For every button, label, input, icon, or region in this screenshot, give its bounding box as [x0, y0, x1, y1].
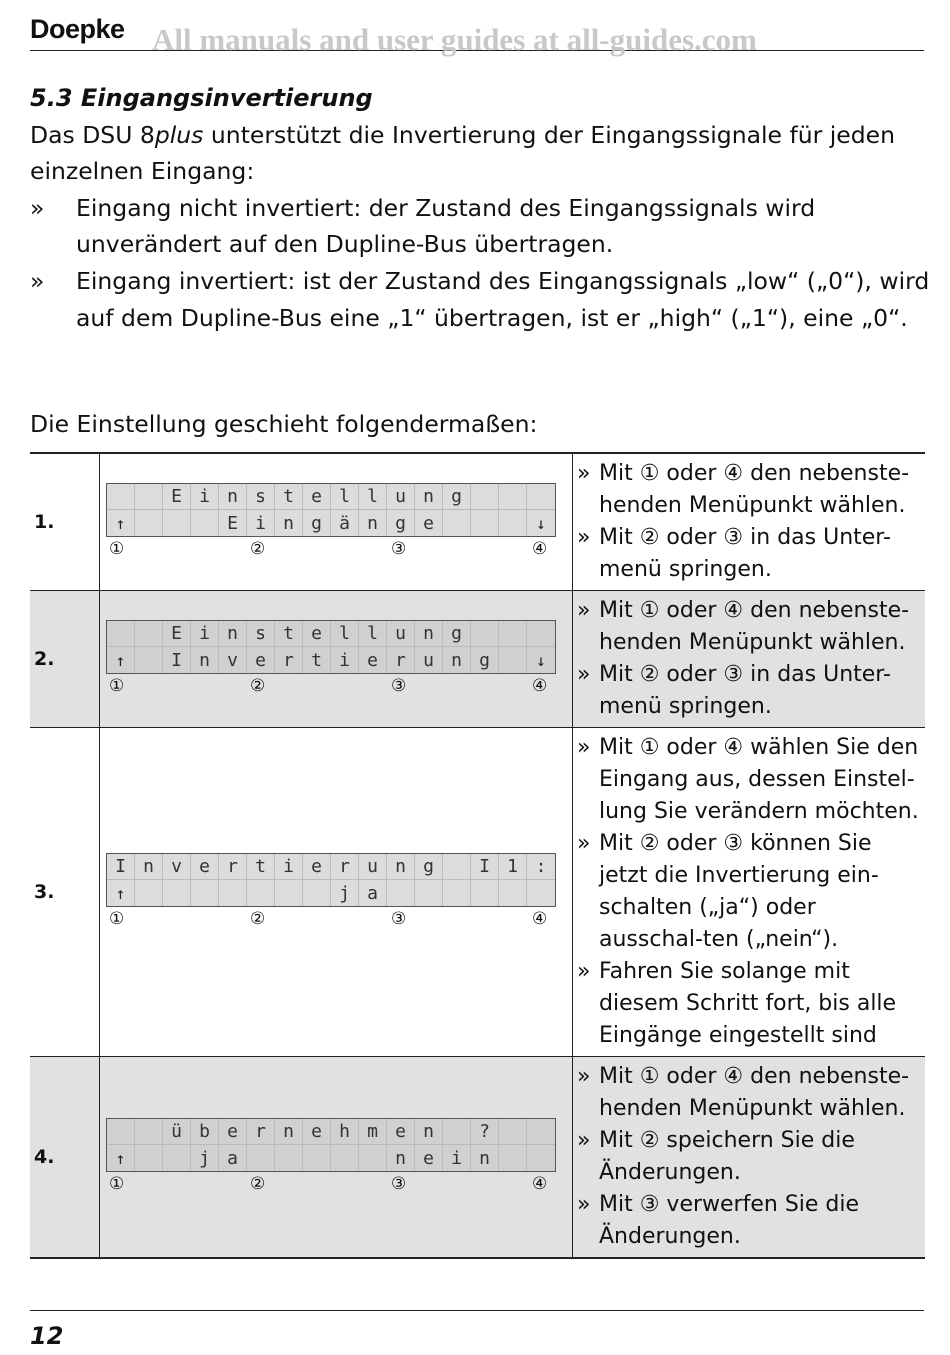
- lcd-char: n: [415, 484, 443, 510]
- lcd-char: v: [163, 854, 191, 880]
- lcd-char: [275, 880, 303, 906]
- lcd-char: r: [219, 854, 247, 880]
- lcd-char: n: [415, 1119, 443, 1145]
- lcd-char: [107, 1119, 135, 1145]
- lcd-display-cell: [100, 591, 573, 728]
- lcd-char: [303, 1145, 331, 1171]
- lcd-char: t: [275, 484, 303, 510]
- lcd-char: n: [219, 484, 247, 510]
- description-item: [577, 1061, 921, 1125]
- button-number-1: ①: [109, 909, 125, 929]
- lcd-char: [135, 647, 163, 673]
- lcd-char: u: [387, 621, 415, 647]
- lcd-char: i: [275, 854, 303, 880]
- lcd-char: [191, 510, 219, 536]
- lcd-char: [499, 647, 527, 673]
- lcd-screen: [106, 853, 556, 907]
- lcd-char: 1: [499, 854, 527, 880]
- lcd-char: [135, 484, 163, 510]
- lcd-display-cell: [100, 453, 573, 591]
- lcd-char: e: [303, 1119, 331, 1145]
- lcd-char: r: [247, 1119, 275, 1145]
- arrow-up-icon: ↑: [107, 647, 135, 673]
- lcd-screen: [106, 620, 556, 674]
- page-header: [30, 10, 924, 57]
- lcd-char: [359, 1145, 387, 1171]
- lcd-char: [443, 510, 471, 536]
- bullet-mark: »: [577, 598, 591, 623]
- lcd-char: n: [443, 647, 471, 673]
- lcd-char: [443, 854, 471, 880]
- lcd-char: m: [359, 1119, 387, 1145]
- button-number-4: ④: [532, 1174, 548, 1194]
- lcd-char: v: [219, 647, 247, 673]
- lcd-char: u: [387, 484, 415, 510]
- lcd-char: E: [219, 510, 247, 536]
- intro-text-end: unterstützt die Invertierung der Eingangssignale für jeden einzelnen Eingang:: [30, 120, 896, 186]
- description-item: [577, 956, 921, 1052]
- lcd-char: [191, 880, 219, 906]
- button-number-2: ②: [250, 539, 266, 559]
- lcd-char: [499, 510, 527, 536]
- lcd-char: u: [359, 854, 387, 880]
- lcd-char: ä: [331, 510, 359, 536]
- lcd-char: [387, 880, 415, 906]
- step-number: 3.: [30, 728, 100, 1057]
- button-number-1: ①: [109, 676, 125, 696]
- description-text: Fahren Sie solange mit diesem Schritt fort, bis alle Eingänge eingestellt sind: [599, 959, 897, 1048]
- lcd-char: [471, 880, 499, 906]
- bullet-mark: »: [577, 831, 591, 856]
- lcd-char: [219, 880, 247, 906]
- lcd-char: [135, 1119, 163, 1145]
- description-text: Mit ② oder ③ in das Unter-menü springen.: [599, 525, 891, 582]
- step-description: [573, 1057, 926, 1259]
- bullet-item: [30, 263, 930, 336]
- description-list: [577, 732, 921, 1052]
- step-row: [30, 1057, 925, 1259]
- lcd-char: [527, 880, 555, 906]
- lcd-char: I: [471, 854, 499, 880]
- description-text: Mit ① oder ④ wählen Sie den Eingang aus, dessen Einstel-lung Sie verändern möchten.: [599, 735, 919, 824]
- lcd-char: E: [163, 484, 191, 510]
- lcd-screen: [106, 1118, 556, 1172]
- arrow-down-icon: ↓: [527, 647, 555, 673]
- lcd-char: i: [247, 510, 275, 536]
- intro-text-em: plus: [154, 120, 204, 149]
- lcd-char: :: [527, 854, 555, 880]
- lcd-char: n: [275, 1119, 303, 1145]
- lcd-char: t: [303, 647, 331, 673]
- lcd-char: n: [191, 647, 219, 673]
- lcd-char: ü: [163, 1119, 191, 1145]
- button-number-2: ②: [250, 676, 266, 696]
- lcd-char: a: [219, 1145, 247, 1171]
- button-labels: [106, 1172, 556, 1196]
- lcd-char: e: [359, 647, 387, 673]
- lcd-char: e: [219, 1119, 247, 1145]
- lcd-char: g: [415, 854, 443, 880]
- arrow-up-icon: ↑: [107, 880, 135, 906]
- lcd-char: [163, 1145, 191, 1171]
- lcd-char: [471, 621, 499, 647]
- lcd-char: n: [415, 621, 443, 647]
- bullet-mark: »: [577, 1192, 591, 1217]
- description-item: [577, 732, 921, 828]
- description-text: Mit ① oder ④ den nebenste-henden Menüpunkt wählen.: [599, 1064, 910, 1121]
- lcd-char: e: [303, 621, 331, 647]
- lcd-char: n: [219, 621, 247, 647]
- lcd-char: [499, 621, 527, 647]
- bullet-list: [30, 190, 930, 336]
- lcd-char: [499, 1145, 527, 1171]
- lcd-display-cell: [100, 728, 573, 1057]
- description-text: Mit ③ verwerfen Sie die Änderungen.: [599, 1192, 860, 1249]
- lcd-char: [163, 510, 191, 536]
- lcd-char: i: [331, 647, 359, 673]
- section-body: [30, 80, 930, 336]
- lcd-char: j: [331, 880, 359, 906]
- lcd-display-cell: [100, 1057, 573, 1259]
- lcd-char: g: [443, 484, 471, 510]
- lcd-char: s: [247, 621, 275, 647]
- lcd-char: [331, 1145, 359, 1171]
- button-labels: [106, 907, 556, 931]
- lcd-char: e: [303, 484, 331, 510]
- description-text: Mit ② oder ③ in das Unter-menü springen.: [599, 662, 891, 719]
- description-item: [577, 1189, 921, 1253]
- footer-rule: [30, 1310, 924, 1311]
- bullet-item: [30, 190, 930, 263]
- lcd-char: [471, 484, 499, 510]
- lcd-char: s: [247, 484, 275, 510]
- step-description: [573, 728, 926, 1057]
- lcd-char: r: [331, 854, 359, 880]
- lcd-char: [107, 484, 135, 510]
- lcd-char: t: [275, 621, 303, 647]
- lcd-char: a: [359, 880, 387, 906]
- lcd-char: [471, 510, 499, 536]
- button-number-4: ④: [532, 676, 548, 696]
- lcd-char: [135, 1145, 163, 1171]
- lcd-char: [527, 484, 555, 510]
- lcd-char: ?: [471, 1119, 499, 1145]
- lcd-char: j: [191, 1145, 219, 1171]
- lcd-char: g: [387, 510, 415, 536]
- button-number-3: ③: [391, 676, 407, 696]
- lcd-char: [163, 880, 191, 906]
- step-row: [30, 591, 925, 728]
- lcd-char: [499, 484, 527, 510]
- lcd-char: l: [359, 621, 387, 647]
- intro-text-start: Das DSU 8: [30, 120, 155, 149]
- lcd-char: e: [387, 1119, 415, 1145]
- brand-logo: Doepke: [30, 14, 125, 44]
- description-item: [577, 595, 921, 659]
- arrow-up-icon: ↑: [107, 510, 135, 536]
- button-number-3: ③: [391, 1174, 407, 1194]
- lcd-char: n: [359, 510, 387, 536]
- bullet-text: Eingang invertiert: ist der Zustand des Eingangssignals „low“ („0“), wird auf dem Dupline-Bus eine „1“ übertragen, ist er „high“ („1“), eine „0“.: [76, 266, 930, 332]
- lcd-char: E: [163, 621, 191, 647]
- lcd-char: I: [107, 854, 135, 880]
- lcd-char: [527, 1119, 555, 1145]
- bullet-mark: »: [30, 266, 45, 295]
- bullet-mark: »: [577, 662, 591, 687]
- lcd-char: n: [275, 510, 303, 536]
- button-labels: [106, 537, 556, 561]
- lcd-char: e: [303, 854, 331, 880]
- button-labels: [106, 674, 556, 698]
- bullet-text: Eingang nicht invertiert: der Zustand des Eingangssignals wird unverändert auf den Dupline-Bus übertragen.: [76, 193, 816, 259]
- description-item: [577, 659, 921, 723]
- lcd-char: n: [387, 854, 415, 880]
- button-number-4: ④: [532, 909, 548, 929]
- step-row: [30, 728, 925, 1057]
- lcd-char: [247, 1145, 275, 1171]
- lcd-char: i: [191, 484, 219, 510]
- lcd-char: [527, 1145, 555, 1171]
- lcd-char: [135, 621, 163, 647]
- lcd-char: [499, 880, 527, 906]
- lcd-char: t: [247, 854, 275, 880]
- bullet-mark: »: [577, 1128, 591, 1153]
- lcd-char: r: [275, 647, 303, 673]
- lcd-char: h: [331, 1119, 359, 1145]
- lcd-char: [275, 1145, 303, 1171]
- lcd-char: i: [191, 621, 219, 647]
- lcd-char: [443, 880, 471, 906]
- bullet-mark: »: [577, 959, 591, 984]
- bullet-mark: »: [577, 461, 591, 486]
- lcd-char: [443, 1119, 471, 1145]
- step-number: 4.: [30, 1057, 100, 1259]
- lcd-char: [135, 880, 163, 906]
- watermark: All manuals and user guides at all-guides.com: [152, 22, 757, 57]
- lcd-char: i: [443, 1145, 471, 1171]
- lcd-char: l: [359, 484, 387, 510]
- lcd-char: g: [471, 647, 499, 673]
- description-item: [577, 458, 921, 522]
- lcd-char: r: [387, 647, 415, 673]
- lcd-char: [499, 1119, 527, 1145]
- lcd-char: b: [191, 1119, 219, 1145]
- lcd-char: [247, 880, 275, 906]
- page-number: 12: [30, 1322, 64, 1350]
- lcd-char: u: [415, 647, 443, 673]
- intro-paragraph: [30, 117, 930, 190]
- button-number-4: ④: [532, 539, 548, 559]
- description-item: [577, 522, 921, 586]
- lcd-char: [107, 621, 135, 647]
- lcd-char: n: [471, 1145, 499, 1171]
- step-description: [573, 591, 926, 728]
- step-number: 1.: [30, 453, 100, 591]
- description-list: [577, 458, 921, 586]
- button-number-3: ③: [391, 539, 407, 559]
- button-number-1: ①: [109, 539, 125, 559]
- lcd-char: l: [331, 621, 359, 647]
- description-text: Mit ② speichern Sie die Änderungen.: [599, 1128, 855, 1185]
- step-description: [573, 453, 926, 591]
- lcd-char: l: [331, 484, 359, 510]
- bullet-mark: »: [577, 735, 591, 760]
- lcd-char: g: [443, 621, 471, 647]
- lcd-char: e: [415, 510, 443, 536]
- bullet-mark: »: [30, 193, 45, 222]
- section-title: 5.3 Eingangsinvertierung: [30, 84, 373, 112]
- bullet-mark: »: [577, 1064, 591, 1089]
- bullet-mark: »: [577, 525, 591, 550]
- step-row: [30, 453, 925, 591]
- lcd-char: [135, 510, 163, 536]
- lcd-char: e: [415, 1145, 443, 1171]
- lcd-screen: [106, 483, 556, 537]
- description-text: Mit ① oder ④ den nebenste-henden Menüpunkt wählen.: [599, 461, 910, 518]
- button-number-2: ②: [250, 909, 266, 929]
- description-text: Mit ① oder ④ den nebenste-henden Menüpunkt wählen.: [599, 598, 910, 655]
- description-list: [577, 1061, 921, 1253]
- lcd-char: n: [135, 854, 163, 880]
- button-number-2: ②: [250, 1174, 266, 1194]
- lcd-char: [415, 880, 443, 906]
- description-text: Mit ② oder ③ können Sie jetzt die Invertierung ein-schalten („ja“) oder ausschal-ten („nein“).: [599, 831, 879, 952]
- description-item: [577, 828, 921, 956]
- steps-table: [30, 452, 925, 1259]
- button-number-3: ③: [391, 909, 407, 929]
- description-list: [577, 595, 921, 723]
- lcd-char: g: [303, 510, 331, 536]
- lcd-char: [527, 621, 555, 647]
- lcd-char: I: [163, 647, 191, 673]
- arrow-up-icon: ↑: [107, 1145, 135, 1171]
- lcd-char: e: [191, 854, 219, 880]
- button-number-1: ①: [109, 1174, 125, 1194]
- lcd-char: n: [387, 1145, 415, 1171]
- arrow-down-icon: ↓: [527, 510, 555, 536]
- description-item: [577, 1125, 921, 1189]
- lcd-char: e: [247, 647, 275, 673]
- lcd-char: [303, 880, 331, 906]
- setting-intro: Die Einstellung geschieht folgendermaßen:: [30, 410, 538, 438]
- step-number: 2.: [30, 591, 100, 728]
